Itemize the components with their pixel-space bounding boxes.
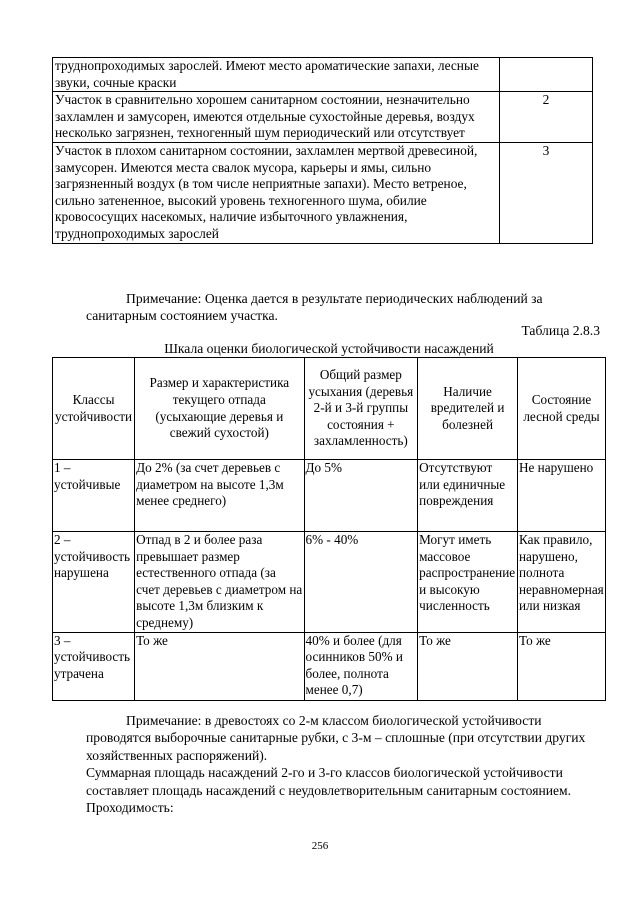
table-cell: Могут иметь массовое распространение и высокую численность (418, 532, 518, 633)
header-stability-class: Классы устойчивости (53, 358, 135, 460)
bottom-text (86, 712, 596, 816)
header-forest-environment: Состояние лесной среды (518, 358, 606, 460)
table-cell: То же (418, 632, 518, 700)
table-row (53, 58, 593, 92)
table-cell: Участок в сравнительно хорошем санитарном состоянии, незначительно захламлен и замусорен, имеются отдельные сухостойные деревья, воздух несколько загрязнен, техногенный шум периодический или отсутствует (53, 92, 500, 143)
table-header-row (53, 358, 606, 460)
header-total-drying: Общий размер усыхания (деревья 2-й и 3-й группы состояния + захламленность) (304, 358, 418, 460)
table-cell: Не нарушено (518, 460, 606, 532)
page-number: 256 (311, 840, 329, 852)
table-title: Шкала оценки биологической устойчивости насаждений (164, 341, 494, 356)
table-cell: То же (135, 632, 304, 700)
table-row (53, 92, 593, 143)
table-row (53, 460, 606, 532)
table-cell: До 5% (304, 460, 418, 532)
stability-scale-table (52, 357, 606, 701)
table-cell: Участок в плохом санитарном состоянии, захламлен мертвой древесиной, замусорен. Имеются места свалок мусора, карьеры и ямы, сильно загрязненный воздух (в том числе неприятные запахи). Место ветреное, сильно затененное, высокий уровень техногенного шума, обилие кровососущих насекомых, наличие избыточного увлажнения, труднопроходимых зарослей (53, 142, 500, 243)
table-cell: Как правило, нарушено, полнота неравномерная или низкая (518, 532, 606, 633)
table-row (53, 532, 606, 633)
score-cell (500, 58, 593, 92)
summary-paragraph: Суммарная площадь насаждений 2-го и 3-го классов биологической устойчивости составляет площадь насаждений с неудовлетворительным санитарным состоянием. (86, 765, 572, 798)
table-cell: 2 – устойчивость нарушена (53, 532, 135, 633)
header-pests-diseases: Наличие вредителей и болезней (418, 358, 518, 460)
table-cell: 6% - 40% (304, 532, 418, 633)
passability-label: Проходимость: (86, 800, 174, 816)
table-cell: 3 – устойчивость утрачена (53, 632, 135, 700)
table-cell: То же (518, 632, 606, 700)
top-table (52, 57, 593, 244)
score-cell: 2 (500, 92, 593, 143)
note-sanitary: Примечание: Оценка дается в результате периодических наблюдений за санитарным состоянием участка. (86, 291, 543, 323)
note-felling: Примечание: в древостоях со 2-м классом биологической устойчивости проводятся выборочные санитарные рубки, с 3-м – сплошные (при отсутствии других хозяйственных распоряжений). (86, 713, 586, 763)
table-cell: До 2% (за счет деревьев с диаметром на высоте 1,3м менее среднего) (135, 460, 304, 532)
table-cell: труднопроходимых зарослей. Имеют место ароматические запахи, лесные звуки, сочные краски (53, 58, 500, 92)
score-cell: 3 (500, 142, 593, 243)
table-row (53, 142, 593, 243)
table-label: Таблица 2.8.3 (521, 323, 600, 338)
table-cell: Отпад в 2 и более раза превышает размер естественного отпада (за счет деревьев с диаметром на высоте 1,3м близким к среднему) (135, 532, 304, 633)
table-cell: 1 – устойчивые (53, 460, 135, 532)
table-row (53, 632, 606, 700)
header-current-dieback: Размер и характеристика текущего отпада (усыхающие деревья и свежий сухостой) (135, 358, 304, 460)
table-cell: 40% и более (для осинников 50% и более, полнота менее 0,7) (304, 632, 418, 700)
table-cell: Отсутствуют или единичные повреждения (418, 460, 518, 532)
